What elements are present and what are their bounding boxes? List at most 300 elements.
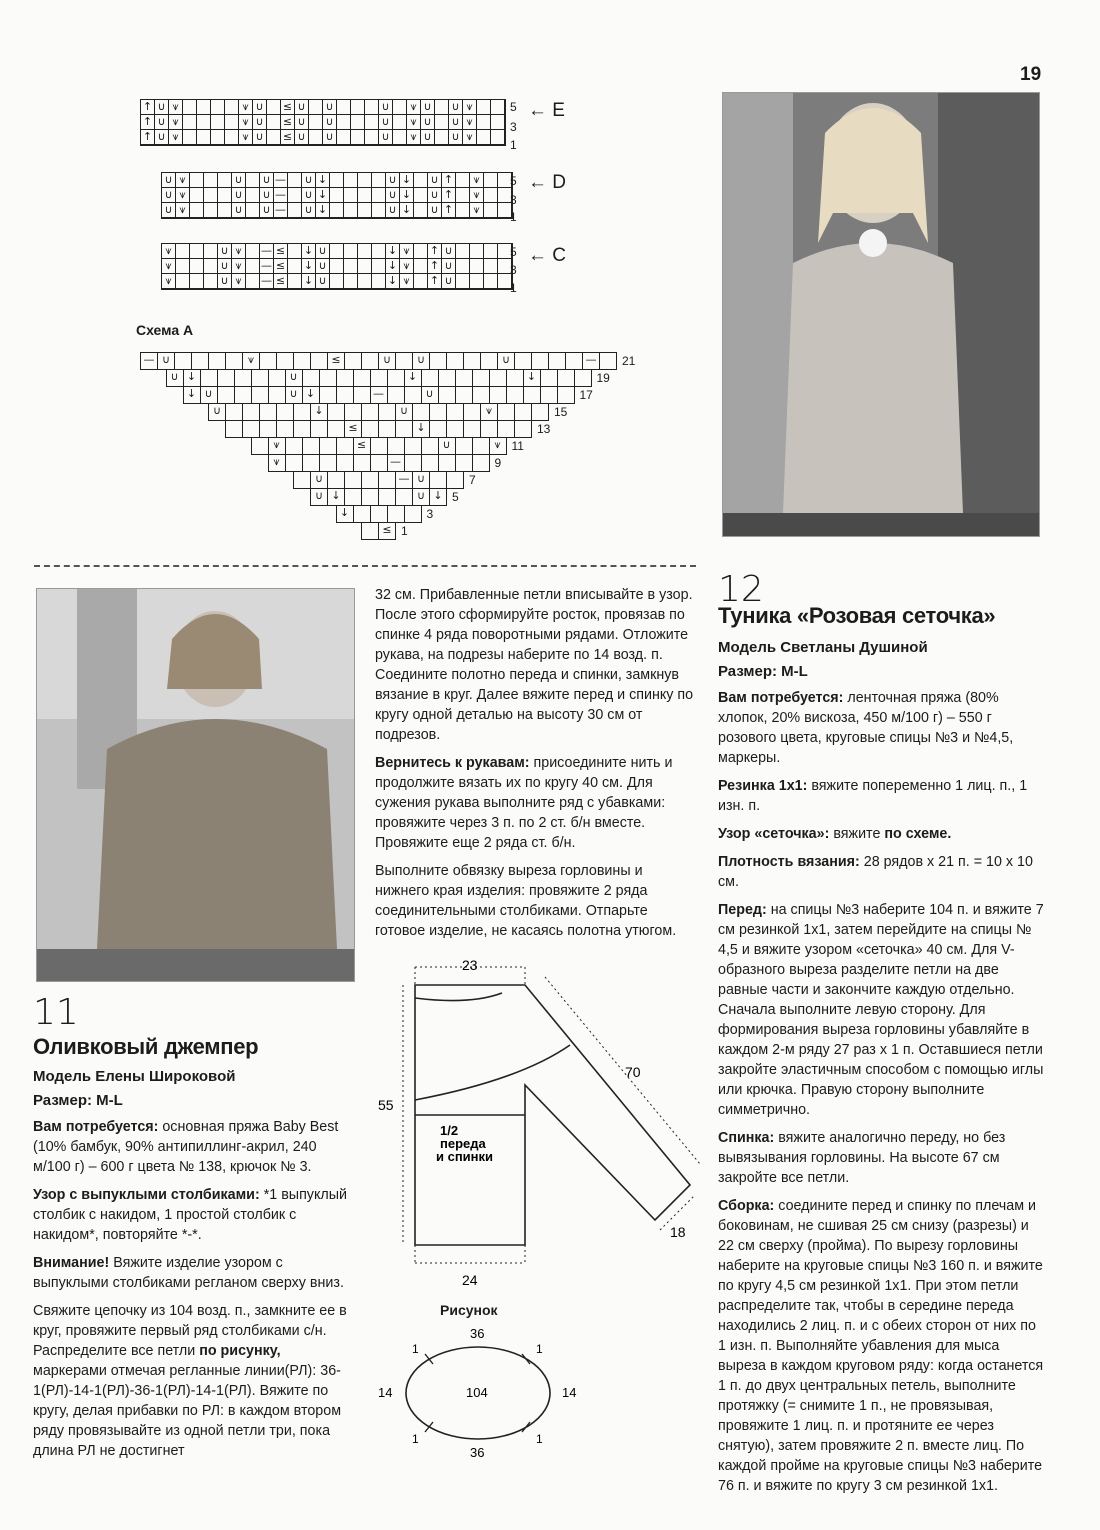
schema-a-cell [507, 387, 524, 404]
schema-a-cell [430, 353, 447, 370]
chart-row [162, 274, 512, 289]
schema-a-title: Схема А [136, 322, 194, 338]
chart-cell [204, 173, 218, 188]
schema-a-cell [345, 472, 362, 489]
schema-a-cell [447, 472, 464, 489]
chart-cell: ∪ [379, 115, 393, 130]
text-paragraph [33, 1117, 355, 1177]
chart-cell: ↓ [316, 203, 330, 218]
chart-cell [309, 115, 323, 130]
chart-cell [197, 100, 211, 115]
chart-cell [365, 130, 379, 145]
chart-cell [204, 203, 218, 218]
ring-right: 14 [562, 1385, 577, 1400]
schema-a-cell [362, 523, 379, 540]
text-span: вяжите аналогично переду, но без вывязывания горловины. На высоте 67 см закройте все петли. [718, 1130, 1006, 1186]
schema-a-row-number: 3 [426, 507, 434, 521]
ring-marker: 1 [412, 1342, 419, 1356]
schema-a-cell [413, 404, 430, 421]
dim-cuff: 18 [670, 1224, 686, 1240]
schema-a-cell: ↓ [337, 506, 354, 523]
schema-a-cell [464, 353, 481, 370]
schema-a-cell [430, 404, 447, 421]
chart-cell [358, 173, 372, 188]
schema-a-cell [277, 421, 294, 438]
schema-a-cell [260, 353, 277, 370]
chart-cell [190, 188, 204, 203]
chart-cell [372, 188, 386, 203]
model-number: 12 [718, 569, 764, 610]
schema-a-cell [345, 489, 362, 506]
dim-sleeve: 70 [625, 1064, 641, 1080]
chart-cell [491, 100, 505, 115]
text-paragraph [718, 900, 1044, 1120]
chart-cell [365, 115, 379, 130]
chart-cell: ↑ [428, 259, 442, 274]
text-span: Вяжите изделие узором с выпуклыми столбиками регланом сверху вниз. [33, 1255, 344, 1291]
schema-a-cell [481, 353, 498, 370]
chart-cell [414, 203, 428, 218]
text-span: Свяжите цепочку из 104 возд. п., замкните ее в круг, провяжите первый ряд столбиками с/н. Распределите все петли [33, 1303, 347, 1359]
chart-cell [393, 100, 407, 115]
chart-cell [456, 173, 470, 188]
arrow-letter: D [552, 172, 567, 193]
chart-row [162, 173, 512, 188]
photo-tunic-image [723, 93, 1039, 536]
model-11-column [33, 992, 355, 1469]
ring-left: 14 [378, 1385, 393, 1400]
chart-cell: ↓ [400, 173, 414, 188]
chart-cell: — [261, 259, 272, 272]
chart-cell [358, 259, 372, 274]
chart-cell [330, 244, 344, 259]
schema-a-cell [260, 421, 277, 438]
chart-cell: ↑ [442, 173, 456, 188]
schema-a-cell [362, 472, 379, 489]
schema-a-cell [388, 387, 405, 404]
schema-a-cell: ∪ [439, 438, 456, 455]
chart-cell [225, 100, 239, 115]
chart-cell: ∪ [386, 173, 400, 188]
schema-a-row [293, 471, 464, 489]
schema-a-cell: ↓ [184, 370, 201, 387]
chart-cell: ⩛ [232, 244, 246, 259]
chart-cell [288, 173, 302, 188]
chart-row [141, 100, 505, 115]
schema-a-cell: ∪ [209, 404, 226, 421]
schema-a-cell [260, 404, 277, 421]
dim-height-left: 55 [378, 1097, 394, 1113]
arrow-label-d: ← D [528, 172, 567, 193]
schema-a-cell [328, 404, 345, 421]
schema-a-cell [311, 353, 328, 370]
chart-cell [330, 188, 344, 203]
chart-cell: ∪ [302, 188, 316, 203]
chart-cell: ⩛ [407, 100, 421, 115]
schema-a-cell: ∪ [413, 489, 430, 506]
schema-a-cell [226, 404, 243, 421]
chart-cell: ⩛ [176, 173, 190, 188]
schema-a-cell: ∪ [286, 387, 303, 404]
chart-cell: ⩛ [239, 100, 253, 115]
schema-a-cell: ↓ [405, 370, 422, 387]
chart-cell: ≤ [281, 130, 295, 145]
schema-a-cell [362, 404, 379, 421]
chart-cell: — [261, 244, 272, 257]
schema-a-cell [320, 387, 337, 404]
schema-a-cell: ∪ [413, 472, 430, 489]
schema-a-cell [422, 438, 439, 455]
chart-cell: ∪ [442, 244, 456, 259]
middle-column [375, 585, 695, 949]
chart-cell: ⩛ [463, 115, 477, 130]
text-span: соедините перед и спинку по плечам и боковинам, не сшивая 25 см снизу (разрезы) и 22 см сверху (пройма). По вырезу горловины наберите на круговые спицы №3 160 п. и вяжите по кругу 4,5 см резинкой 1x1. При этом петли распределите так, чтобы в середине переда находились 2 лиц. п. и с обеих сторон от них по 1 изн. п. Выполняйте убавления для мыса выреза в каждом круговом ряду: когда останется 1 п. до двух центральных петель, выполните протяжку (= снимите 1 п., не провязывая, провяжите 1 лиц. п. и протяните ее через снятую), затем провяжите 2 п. вместе лиц. По каждой пройме на круговые спицы №3 наберите 76 п. и вяжите по кругу 3 см резинкой 1x1. [718, 1198, 1044, 1494]
bold-lead: Вернитесь к рукавам: [375, 755, 530, 771]
chart-cell [330, 173, 344, 188]
chart-grid [161, 243, 513, 290]
chart-cell: ∪ [449, 115, 463, 130]
chart-cell: ↑ [141, 100, 155, 115]
chart-cell: ∪ [253, 115, 267, 130]
chart-cell: ∪ [295, 115, 309, 130]
schema-a-cell [439, 370, 456, 387]
ring-top: 36 [470, 1326, 485, 1341]
chart-cell: ⩛ [169, 115, 183, 130]
schema-a-row-number: 15 [554, 405, 568, 419]
schema-a-cell [405, 438, 422, 455]
schema-a-cell [481, 421, 498, 438]
schema-a-cell [277, 404, 294, 421]
chart-cell [344, 173, 358, 188]
chart-cell: ∪ [428, 203, 442, 218]
schema-a-cell [320, 370, 337, 387]
chart-cell: ∪ [421, 115, 435, 130]
chart-cell: ↓ [302, 259, 316, 274]
chart-cell [372, 173, 386, 188]
bold-lead: Плотность вязания: [718, 854, 860, 870]
chart-grid [161, 172, 513, 219]
text-span: *1 выпуклый столбик с накидом, 1 простой столбик с накидом*, повторяйте *-*. [33, 1187, 347, 1243]
model-number: 11 [33, 992, 79, 1033]
chart-cell [246, 259, 260, 274]
schema-a-cell [175, 353, 192, 370]
chart-cell: ∪ [302, 173, 316, 188]
schema-a-cell: ⩛ [490, 438, 507, 455]
schema-a [140, 352, 636, 547]
schema-a-row [268, 454, 490, 472]
model-size: Размер: M-L [718, 663, 808, 680]
arrow-letter: E [552, 100, 565, 121]
text-paragraph [718, 1128, 1044, 1188]
bold-lead: Сборка: [718, 1198, 775, 1214]
chart-cell [246, 244, 260, 259]
chart-c [161, 243, 513, 290]
chart-cell [309, 130, 323, 145]
bold-span: по схеме. [884, 826, 952, 842]
text-span: вяжите попеременно 1 лиц. п., 1 изн. п. [718, 778, 1028, 814]
chart-cell: ↑ [442, 203, 456, 218]
schema-a-cell [566, 353, 583, 370]
chart-cell [414, 188, 428, 203]
chart-cell: ↑ [428, 274, 442, 289]
schema-a-cell [201, 370, 218, 387]
row-number: 1 [510, 138, 517, 152]
schema-a-cell [473, 387, 490, 404]
schema-a-cell [473, 370, 490, 387]
chart-cell [337, 130, 351, 145]
chart-cell [435, 115, 449, 130]
chart-cell [288, 244, 302, 259]
chart-cell: ⩛ [470, 203, 484, 218]
chart-cell: ∪ [302, 203, 316, 218]
chart-cell [372, 244, 386, 259]
row-number: 3 [510, 263, 517, 277]
schema-a-cell [405, 506, 422, 523]
schema-a-cell: ∪ [201, 387, 218, 404]
schema-a-cell [379, 421, 396, 438]
chart-cell: ≤ [281, 115, 295, 130]
schema-a-cell [549, 353, 566, 370]
chart-cell [183, 100, 197, 115]
schema-a-row [208, 403, 549, 421]
schema-a-cell [388, 370, 405, 387]
chart-cell [344, 274, 358, 289]
chart-cell: ∪ [442, 274, 456, 289]
schema-a-cell [328, 421, 345, 438]
schema-a-cell [243, 404, 260, 421]
schema-a-cell [371, 370, 388, 387]
chart-cell [365, 100, 379, 115]
chart-row [162, 244, 512, 259]
schema-a-cell [515, 421, 532, 438]
schema-a-cell [235, 370, 252, 387]
chart-cell [456, 274, 470, 289]
chart-cell: ↓ [386, 274, 400, 289]
chart-cell: ∪ [386, 188, 400, 203]
schema-a-cell [388, 438, 405, 455]
schema-a-cell [498, 421, 515, 438]
schema-a-cell [558, 370, 575, 387]
schema-a-cell: ⩛ [269, 455, 286, 472]
chart-cell: ⩛ [176, 188, 190, 203]
schema-a-cell [473, 455, 490, 472]
chart-cell [218, 188, 232, 203]
chart-cell [267, 130, 281, 145]
chart-cell: ∪ [295, 100, 309, 115]
chart-cell [218, 173, 232, 188]
schema-a-cell [464, 404, 481, 421]
chart-cell: ↓ [400, 188, 414, 203]
schema-a-cell: — [388, 455, 405, 472]
chart-cell: ⩛ [239, 130, 253, 145]
schema-a-cell [422, 455, 439, 472]
text-paragraph [718, 688, 1044, 768]
text-paragraph [33, 1301, 355, 1461]
chart-cell [267, 100, 281, 115]
schema-a-cell [464, 421, 481, 438]
schema-a-cell: ↓ [311, 404, 328, 421]
sweater-schematic [370, 955, 700, 1295]
chart-cell: ∪ [428, 188, 442, 203]
chart-cell [337, 100, 351, 115]
schema-a-cell [218, 370, 235, 387]
schema-a-cell [294, 353, 311, 370]
chart-cell: ⩛ [407, 115, 421, 130]
schema-a-cell [337, 438, 354, 455]
chart-cell: ∪ [386, 203, 400, 218]
label-half: 1/2 [440, 1123, 459, 1138]
chart-cell: ∪ [260, 188, 274, 203]
chart-cell: ∪ [260, 173, 274, 188]
schema-a-cell [362, 421, 379, 438]
schema-a-row [251, 437, 507, 455]
schema-a-cell [294, 404, 311, 421]
chart-cell [414, 274, 428, 289]
chart-cell: ∪ [316, 274, 330, 289]
label-front: переда [440, 1136, 486, 1151]
chart-cell [456, 203, 470, 218]
schema-a-cell [532, 404, 549, 421]
schema-a-row [166, 369, 592, 387]
photo-jumper [36, 588, 355, 982]
chart-cell: — [275, 173, 286, 186]
schema-a-cell: ∪ [311, 489, 328, 506]
row-number: 1 [510, 281, 517, 295]
chart-cell [351, 115, 365, 130]
chart-cell [491, 115, 505, 130]
chart-cell: ∪ [218, 259, 232, 274]
chart-cell [211, 100, 225, 115]
schema-a-cell [354, 370, 371, 387]
chart-cell: ⩛ [407, 130, 421, 145]
chart-cell: ∪ [162, 188, 176, 203]
schema-a-cell [490, 387, 507, 404]
chart-cell [456, 259, 470, 274]
schema-a-cell: ∪ [167, 370, 184, 387]
schema-a-cell: ⩛ [243, 353, 260, 370]
chart-cell [393, 115, 407, 130]
chart-cell [358, 244, 372, 259]
bold-lead: Внимание! [33, 1255, 110, 1271]
chart-cell [183, 115, 197, 130]
chart-cell [344, 203, 358, 218]
chart-cell: ∪ [323, 130, 337, 145]
chart-cell [246, 173, 260, 188]
chart-cell [358, 203, 372, 218]
chart-cell [190, 259, 204, 274]
chart-cell: ∪ [316, 259, 330, 274]
chart-cell: ∪ [428, 173, 442, 188]
chart-cell: ↓ [386, 244, 400, 259]
diagram-caption: Рисунок [440, 1302, 498, 1318]
schema-a-cell [371, 506, 388, 523]
schema-a-cell [362, 353, 379, 370]
chart-cell [484, 274, 498, 289]
chart-cell [435, 130, 449, 145]
text-span: вяжите [829, 826, 885, 842]
text-paragraph: Выполните обвязку выреза горловины и нижнего края изделия: провяжите 2 ряда соединительными столбиками. Отпарьте готовое изделие, не касаясь полотна утюгом. [375, 863, 677, 939]
schema-a-cell [575, 370, 592, 387]
schema-a-cell: ∪ [158, 353, 175, 370]
chart-cell [267, 115, 281, 130]
raglan-ring-diagram [370, 1320, 590, 1470]
chart-cell: ⩛ [176, 203, 190, 218]
schema-a-cell: — [396, 472, 413, 489]
chart-cell: ∪ [449, 130, 463, 145]
chart-cell: ∪ [295, 130, 309, 145]
chart-grid [140, 99, 506, 146]
page-number: 19 [1020, 64, 1042, 85]
chart-cell [372, 274, 386, 289]
schema-a-cell: ↓ [413, 421, 430, 438]
chart-cell: ∪ [323, 115, 337, 130]
schema-a-cell [354, 455, 371, 472]
chart-cell [456, 188, 470, 203]
chart-cell: ⩛ [470, 188, 484, 203]
chart-cell: ≤ [281, 100, 295, 115]
chart-cell [435, 100, 449, 115]
schema-a-cell: — [141, 353, 158, 370]
schema-a-cell [235, 387, 252, 404]
schema-a-cell: ⩛ [481, 404, 498, 421]
schema-a-cell [515, 353, 532, 370]
photo-tunic [722, 92, 1040, 537]
schema-a-cell: ∪ [413, 353, 430, 370]
chart-cell: ∪ [155, 100, 169, 115]
schema-a-cell [294, 421, 311, 438]
schema-a-cell [286, 438, 303, 455]
chart-cell: ↑ [442, 188, 456, 203]
chart-cell: ∪ [379, 130, 393, 145]
schema-a-cell: ≤ [328, 353, 345, 370]
chart-row [162, 203, 512, 218]
chart-cell [477, 130, 491, 145]
chart-cell [197, 115, 211, 130]
chart-cell: ∪ [442, 259, 456, 274]
chart-cell: ∪ [260, 203, 274, 218]
schema-a-cell [320, 455, 337, 472]
chart-cell: ⩛ [470, 173, 484, 188]
schema-a-cell [286, 455, 303, 472]
bold-lead: Перед: [718, 902, 767, 918]
chart-cell [484, 173, 498, 188]
chart-d [161, 172, 513, 219]
schema-a-row-number: 13 [537, 422, 551, 436]
schema-a-cell [498, 404, 515, 421]
chart-cell [211, 115, 225, 130]
text-span: маркерами отмечая регланные линии(РЛ): 36-1(РЛ)-14-1(РЛ)-36-1(РЛ)-14-1(РЛ). Вяжите по кругу, делая прибавки по РЛ: в каждом втором ряду провязывайте из одной петли три, пока длина РЛ не достигнет [33, 1363, 342, 1459]
chart-cell: ∪ [421, 100, 435, 115]
text-paragraph [375, 753, 695, 853]
schema-a-cell [303, 455, 320, 472]
chart-row [162, 259, 512, 274]
chart-cell [176, 274, 190, 289]
chart-cell: ↑ [428, 244, 442, 259]
chart-cell: ⩛ [463, 130, 477, 145]
chart-cell [477, 115, 491, 130]
schema-a-cell [218, 387, 235, 404]
text-span: ленточная пряжа (80% хлопок, 20% вискоза, 450 м/100 г) – 550 г розового цвета, круговые спицы №3 и №4,5, маркеры. [718, 690, 1014, 766]
arrow-label-e: ← E [528, 100, 565, 121]
dim-width-bottom: 24 [462, 1272, 478, 1288]
schema-a-cell [371, 438, 388, 455]
model-author: Модель Светланы Душиной [718, 639, 928, 656]
chart-cell [183, 130, 197, 145]
chart-cell: ∪ [232, 188, 246, 203]
divider [34, 565, 696, 567]
row-number: 1 [510, 210, 517, 224]
text-paragraph [718, 1196, 1044, 1496]
